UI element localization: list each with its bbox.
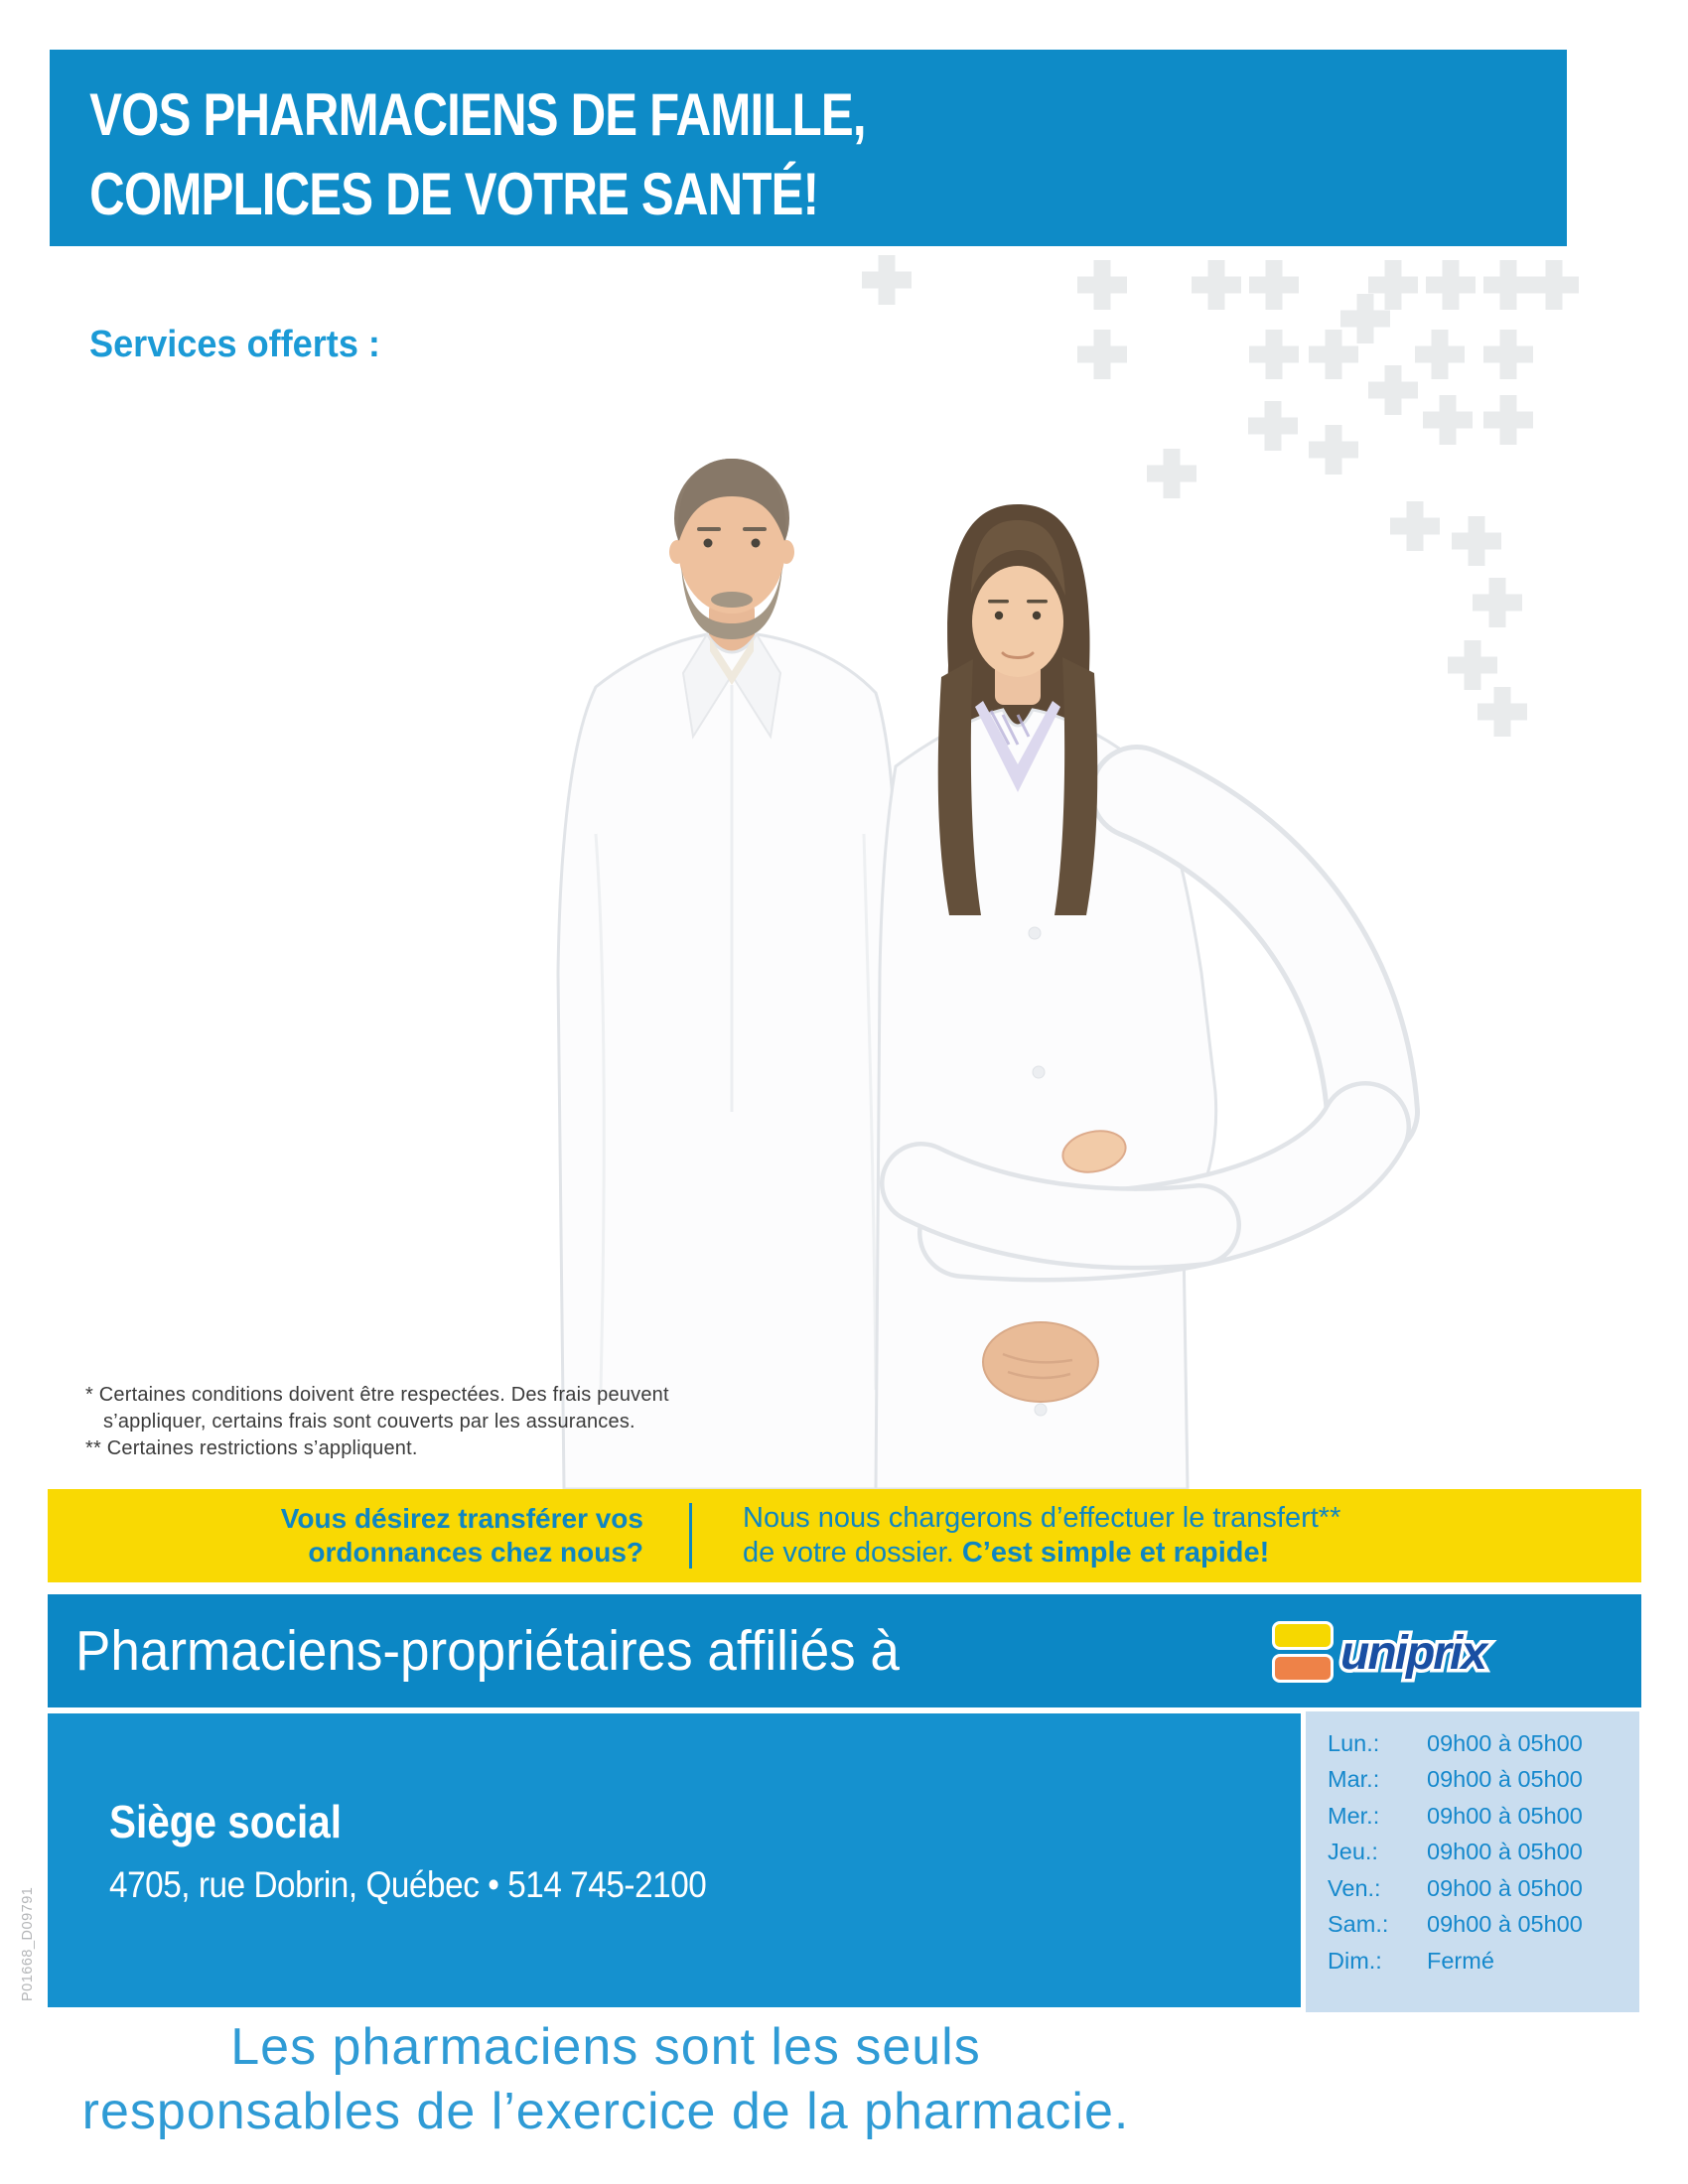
pharmacists-photo xyxy=(447,417,1450,1489)
hours-time: 09h00 à 05h00 xyxy=(1427,1911,1583,1938)
hours-time: 09h00 à 05h00 xyxy=(1427,1766,1583,1793)
banner-divider xyxy=(689,1503,692,1569)
disclaimer-line3: ** Certaines restrictions s’appliquent. xyxy=(85,1437,418,1459)
affiliation-label: Pharmaciens-propriétaires affiliés à xyxy=(75,1619,900,1683)
hours-row xyxy=(1328,1835,1639,1871)
hero-title-line2: COMPLICES DE VOTRE SANTÉ! xyxy=(89,161,819,227)
hours-row xyxy=(1328,1762,1639,1799)
hours-row xyxy=(1328,1907,1639,1944)
plus-icon xyxy=(1077,260,1127,310)
services-label: Services offerts : xyxy=(89,324,380,365)
transfer-answer-line2-bold: C’est simple et rapide! xyxy=(961,1537,1270,1569)
hours-day: Mar.: xyxy=(1328,1766,1380,1793)
disclaimer xyxy=(85,1382,741,1462)
uniprix-wordmark-text: uniprix xyxy=(1340,1627,1486,1680)
disclaimer-line1: * Certaines conditions doivent être respectées. Des frais peuvent xyxy=(85,1384,669,1406)
hours-day: Mer.: xyxy=(1328,1802,1380,1829)
hours-day: Ven.: xyxy=(1328,1874,1381,1901)
footer-legal-line2: responsables de l’exercice de la pharmacie. xyxy=(81,2083,1130,2140)
store-name: Siège social xyxy=(109,1796,343,1847)
plus-icon xyxy=(862,255,912,305)
uniprix-logo-bars-icon xyxy=(1272,1621,1334,1683)
logo-yellow-bar xyxy=(1272,1621,1334,1650)
plus-icon xyxy=(1448,640,1497,690)
plus-icon xyxy=(1077,330,1127,379)
transfer-question xyxy=(48,1489,643,1582)
plus-icon xyxy=(1368,260,1418,310)
footer-legal-line1: Les pharmaciens sont les seuls xyxy=(230,2018,981,2076)
hours-time: 09h00 à 05h00 xyxy=(1427,1839,1583,1865)
transfer-answer-line2 xyxy=(743,1536,1621,1570)
hero-banner xyxy=(50,50,1567,246)
plus-icon xyxy=(1483,260,1533,310)
plus-icon xyxy=(1452,516,1501,566)
hours-time: 09h00 à 05h00 xyxy=(1427,1729,1583,1756)
hours-day: Sam.: xyxy=(1328,1911,1389,1938)
plus-icon xyxy=(1477,687,1527,737)
transfer-question-line2: ordonnances chez nous? xyxy=(308,1537,643,1568)
hours-day: Lun.: xyxy=(1328,1729,1380,1756)
hours-time: 09h00 à 05h00 xyxy=(1427,1874,1583,1901)
hours-row xyxy=(1328,1725,1639,1762)
plus-icon xyxy=(1249,260,1299,310)
store-info-panel xyxy=(48,1713,1301,2007)
transfer-answer xyxy=(743,1489,1621,1582)
transfer-answer-line2-prefix: de votre dossier. xyxy=(743,1537,962,1569)
uniprix-logo xyxy=(1272,1620,1547,1684)
transfer-answer-line1: Nous nous chargerons d’effectuer le transfert** xyxy=(743,1502,1341,1534)
plus-icon xyxy=(1483,395,1533,445)
plus-icon xyxy=(1473,578,1522,627)
plus-icon xyxy=(1415,330,1465,379)
plus-icon xyxy=(1192,260,1241,310)
uniprix-wordmark xyxy=(1338,1620,1547,1684)
plus-icon xyxy=(1529,260,1579,310)
hours-time: 09h00 à 05h00 xyxy=(1427,1802,1583,1829)
print-code: P01668_D09791 xyxy=(20,1886,36,2001)
hours-panel xyxy=(1306,1711,1639,2012)
logo-orange-bar xyxy=(1272,1654,1334,1683)
transfer-banner xyxy=(48,1489,1641,1582)
plus-icon xyxy=(1483,330,1533,379)
hero-title-line1: VOS PHARMACIENS DE FAMILLE, xyxy=(89,81,866,148)
hours-row xyxy=(1328,1870,1639,1907)
man-pharmacist xyxy=(558,459,906,1489)
hours-row xyxy=(1328,1798,1639,1835)
hero-title xyxy=(50,50,1294,234)
affiliation-bar xyxy=(48,1594,1641,1707)
plus-icon xyxy=(1340,294,1390,343)
disclaimer-line2: s’appliquer, certains frais sont couverts par les assurances. xyxy=(103,1411,635,1433)
man-hands xyxy=(983,1322,1098,1402)
hours-day: Jeu.: xyxy=(1328,1839,1378,1865)
plus-icon xyxy=(1368,365,1418,415)
hours-time: Fermé xyxy=(1427,1947,1494,1974)
plus-icon xyxy=(1309,330,1358,379)
plus-icon xyxy=(1426,260,1476,310)
plus-icon xyxy=(1249,330,1299,379)
hours-row xyxy=(1328,1943,1639,1979)
store-address: 4705, rue Dobrin, Québec • 514 745-2100 xyxy=(109,1864,707,1905)
footer-legal xyxy=(40,2015,1172,2144)
hours-day: Dim.: xyxy=(1328,1947,1382,1974)
transfer-question-line1: Vous désirez transférer vos xyxy=(280,1503,643,1534)
woman-pharmacist xyxy=(876,504,1372,1489)
